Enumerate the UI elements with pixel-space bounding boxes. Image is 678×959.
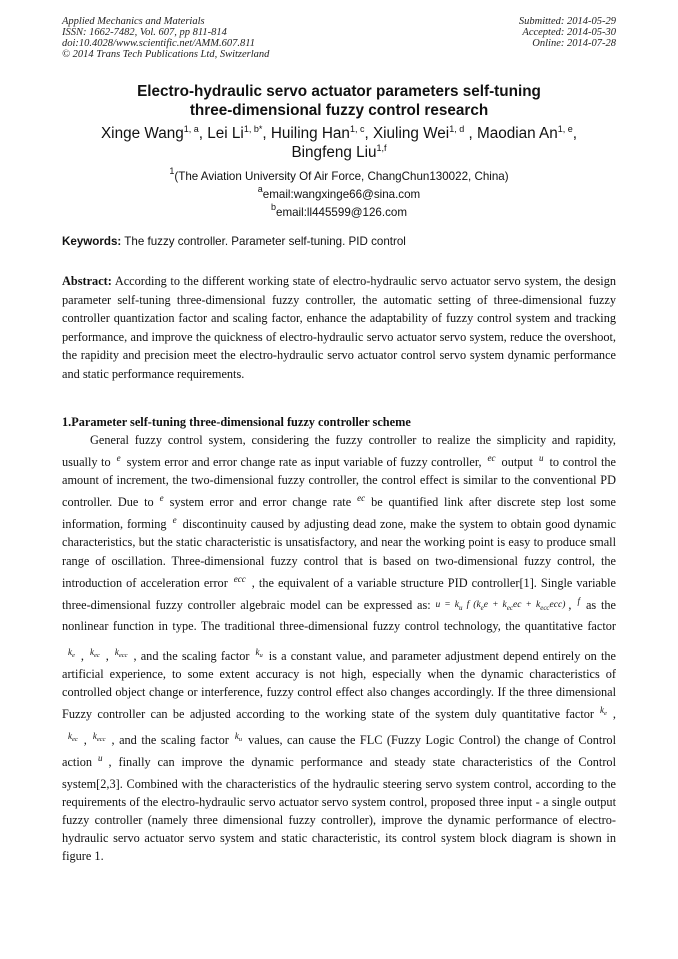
var-k-u: ku [255,646,263,659]
var-e: e [159,493,164,504]
author-affil-mark: 1, d [449,124,465,134]
author-sep: , [464,125,477,142]
author-name: Maodian An [476,125,558,142]
var-k-ecc: kecc [114,646,128,659]
author-name: Xinge Wang [100,125,184,142]
affiliation-line: $^1$(The Aviation University Of Air Force, ChangChun130022, China) [169,166,509,183]
keywords-text: The fuzzy controller. Parameter self-tuning. PID control [121,235,406,248]
section-title: 1.Parameter self-tuning three-dimensional fuzzy controller scheme [62,415,411,429]
var-f: f [577,595,580,606]
var-u: u [538,453,544,464]
email-line-b: $^b$email:ll445599@126.com [270,202,408,219]
var-k-u: ku [234,731,243,744]
var-k-e: ke [600,705,607,718]
author-sep: , [572,125,578,142]
title-line-2: three-dimensional fuzzy control research [189,102,489,119]
var-u: u [98,753,103,764]
date-accepted: Accepted: 2014-05-30 [522,27,616,38]
var-ec: ec [357,493,366,504]
var-ecc: ecc [233,573,246,584]
affiliations [62,168,616,222]
paper-title [62,82,616,120]
email-a: email:wangxinge66@sina.com [262,188,421,201]
email-b: email:ll445599@126.com [276,206,408,219]
abstract [62,272,616,383]
var-k-ec: kec [68,731,78,744]
author-sep: , [198,125,208,142]
title-line-1: Electro-hydraulic servo actuator parameters self-tuning [137,83,541,100]
journal-issn: ISSN: 1662-7482, Vol. 607, pp 811-814 [62,27,227,38]
author-sep: , [364,125,373,142]
author-name: Lei Li [207,125,244,142]
journal-copyright: © 2014 Trans Tech Publications Ltd, Switzerland [62,49,270,60]
paragraph: General fuzzy control system, considering the fuzzy controller to realize the simplicity and rapidity, usually to $^e$ system error and error change rate as input variable of fuzzy controller, $^{ec}$ output $^u$ to control the amount of increment, the two-dimensional fuzzy controller, the control effect is similar to the conventional PD controller. Due to $^e$ system error and error change rate $^{ec}$ be quantified link after discrete step lost some information, forming $^e$ discontinuity caused by adjusting dead zone, make the system to obtain good dynamic characteristics, but the static characteristic is unsatisfactory, and near the working point is easy to produce small range of oscillation. Three-dimensional fuzzy control that is based on two-dimensional fuzzy control, the introduction of acceleration error $^{ecc}$ , the equivalent of a variable structure PID controller[1]. Single variable three-dimensional fuzzy controller algebraic model can be expressed as: $u = k_u$ f $(k_ee + k_{ec}ec + k_{ecc}ecc)$ , $^f$ as the nonlinear function in type. The traditional three-dimensional fuzzy control technology, the quantitative factor$^{k_e}$ , $^{k_{ec}}$ , $^{k_{ecc}}$ , and the scaling factor $^{k_u}$ is a constant value, and parameter adjustment depend entirely on the artificial experience, to some extent accuracy is not high, especially when the dynamic characteristics of controlled object change or interference, fuzzy control effect also changes accordingly. If the three dimensional Fuzzy controller can be adjusted according to the working state of the system duly quantitative factor $^{k_e}$ ,$^{k_{ec}}$ , $^{k_{ecc}}$ , and the scaling factor $^{k_u}$ values, can cause the FLC (Fuzzy Logic Control) the change of Control action $^u$ , finally can improve the dynamic performance and steady state characteristics of the Control system[2,3]. Combined with the characteristics of the hydraulic steering servo system control, according to the requirements of the electro-hydraulic servo actuator servo system control, proposed three input - a single output fuzzy controller (namely three dimensional fuzzy controller), improve the dynamic performance of electro-hydraulic servo actuator servo system and static characteristic, its control system block diagram is shown in figure 1. [62,433,617,864]
keywords-label: Keywords: [62,235,122,248]
abstract-label: Abstract: [62,274,112,288]
date-online: Online: 2014-07-28 [532,38,616,49]
var-e: e [116,453,121,464]
var-ec: ec [487,453,496,464]
journal-name: Applied Mechanics and Materials [62,16,205,27]
author-name: Bingfeng Liu [291,144,377,161]
var-e: e [172,515,177,526]
var-k-ec: kec [89,646,100,659]
author-affil-mark: 1, c [349,124,365,134]
var-k-e: ke [68,646,75,659]
author-sep: , [262,125,271,142]
author-affil-mark: 1, e [557,124,573,134]
submission-dates [519,16,616,49]
journal-info [62,16,269,60]
author-name: Xiuling Wei [372,125,450,142]
author-affil-mark: 1, b* [243,124,263,134]
email-line-a: $^a$email:wangxinge66@sina.com [257,184,421,201]
institution: (The Aviation University Of Air Force, ChangChun130022, China) [174,170,509,183]
abstract-text: According to the different working state of electro-hydraulic servo actuator servo system, the design parameter self-tuning three-dimensional fuzzy controller, the automatic setting of three-dimensional fuzzy controller quantization factor and scaling factor, enhance the adaptability of fuzzy control system and tracking performance, and improve the quickness of electro-hydraulic servo actuator servo system, reduce the overshoot, the rapidity and precision meet the electro-hydraulic servo actuator control servo system dynamic performance and static performance requirements. [62,274,616,381]
keywords [62,234,616,250]
author-affil-mark: 1, a [183,124,199,134]
author-name: Huiling Han [270,125,350,142]
date-submitted: Submitted: 2014-05-29 [518,16,616,27]
author-list [62,124,616,162]
author-affil-mark: 1,f [376,143,387,153]
var-k-ecc: kecc [92,731,106,744]
equation: $u = k_u$ f $(k_ee + k_{ec}ec + k_{ecc}ecc)$ [435,599,566,612]
section-body [62,431,616,866]
journal-doi: doi:10.4028/www.scientific.net/AMM.607.811 [62,38,255,49]
